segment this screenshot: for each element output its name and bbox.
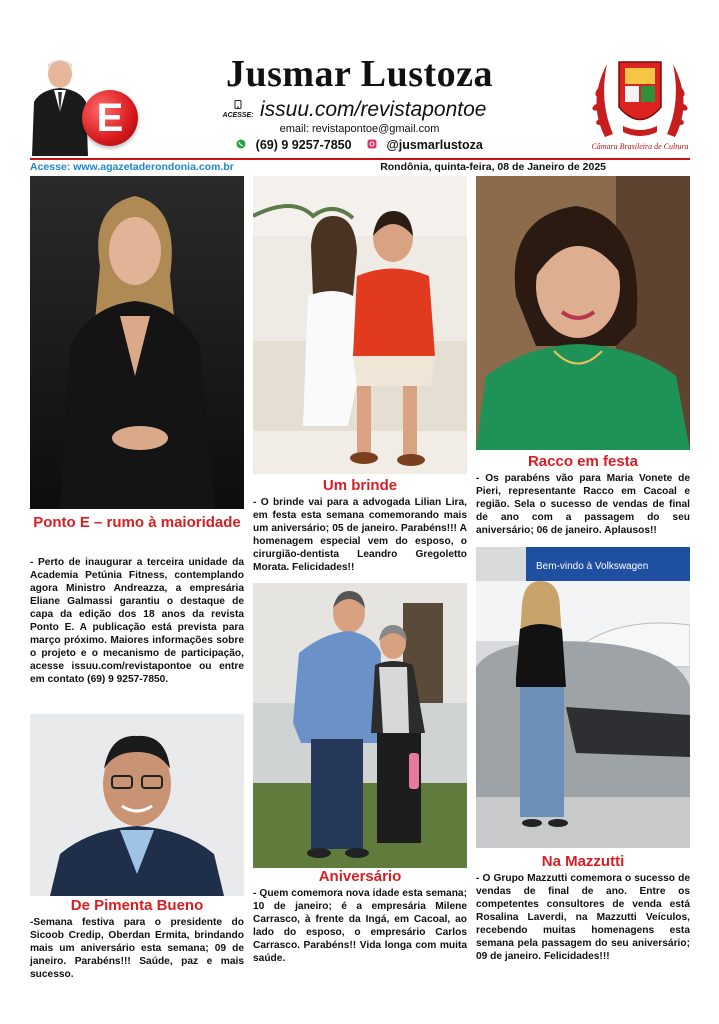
body-mazzutti: - O Grupo Mazzutti comemora o sucesso de vendas de final de ano. Entre os competentes consultores de venda está Rosalina Laverdi, na Mazzutti Veículos, recebendo muitas homenagens esta semana pela passagem do seu aniversário; 09 de janeiro. Felicidades!!! bbox=[476, 873, 690, 962]
photo-oberdan bbox=[30, 714, 244, 896]
top-bar bbox=[30, 158, 690, 174]
instagram-icon bbox=[367, 138, 380, 152]
headline-ponto-e: Ponto E – rumo à maioridade bbox=[33, 514, 241, 531]
photo-maria-vonete bbox=[476, 176, 690, 450]
email-text[interactable]: email: revistapontoe@gmail.com bbox=[279, 123, 440, 135]
masthead bbox=[0, 0, 719, 158]
issuu-row bbox=[220, 97, 540, 123]
issuu-link[interactable]: issuu.com/revistapontoe bbox=[260, 98, 487, 121]
photo-lilian-leandro bbox=[253, 176, 467, 474]
camara-crest bbox=[585, 52, 695, 152]
page-title: Jusmar Lustoza bbox=[225, 53, 494, 95]
site-link[interactable]: Acesse: www.agazetaderondonia.com.br bbox=[30, 161, 234, 173]
photo-milene-carlos bbox=[253, 583, 467, 868]
ponto-e-logo: E bbox=[82, 90, 138, 146]
body-ponto-e: - Perto de inaugurar a terceira unidade da Academia Petúnia Fitness, contemplando agora Ministro Andreazza, a empresária Eliane Galmassi garantiu o destaque de capa da edição dos 18 anos da revista Ponto E. A publicação está prevista para março próximo. Maiores informações sobre o projeto e o mecanismo de participação, acesse issuu.com/revistapontoe ou entre em contato (69) 9 9257-7850. bbox=[30, 557, 244, 685]
acesse-label: ACESSE: bbox=[220, 100, 256, 120]
volkswagen-sign: Bem-vindo à Volkswagen bbox=[536, 561, 649, 572]
phone-number[interactable]: (69) 9 9257-7850 bbox=[255, 138, 352, 152]
headline-aniversario: Aniversário bbox=[318, 868, 402, 885]
headline-racco: Racco em festa bbox=[527, 453, 639, 470]
camara-name: Câmara Brasileira de Cultura bbox=[591, 142, 689, 151]
body-aniversario: - Quem comemora nova idade esta semana; 10 de janeiro; é a empresária Milene Carrasco, à frente da Ingá, em Cacoal, ao lado do esposo, o empresário Carlos Carrasco. Parabéns!! Vida longa com muita saúde. bbox=[253, 888, 467, 964]
body-pimenta: -Semana festiva para o presidente do Sicoob Credip, Oberdan Ermita, brindando mais um aniversário esta semana; 09 de janeiro. Parabéns!!! Saúde, paz e mais sucesso. bbox=[30, 917, 244, 980]
instagram-handle[interactable]: @jusmarlustoza bbox=[386, 138, 483, 152]
headline-mazzutti: Na Mazzutti bbox=[541, 853, 625, 870]
body-um-brinde: - O brinde vai para a advogada Lilian Lira, em festa esta semana comemorando mais um aniversário; 05 de janeiro. Parabéns!!! A homenagem especial vem do esposo, o cirurgião-dentista Leandro Gregoletto Morata. Felicidades!! bbox=[253, 497, 467, 573]
photo-rosalina bbox=[476, 547, 690, 848]
body-racco: - Os parabéns vão para Maria Vonete de Pieri, representante Racco em Cacoal e região. Sela o sucesso de vendas de final de ano com a passagem do seu aniversário; 06 de janeiro. Aplausos!! bbox=[476, 473, 690, 536]
headline-um-brinde: Um brinde bbox=[322, 477, 398, 494]
acesse-icon bbox=[234, 100, 242, 109]
headline-pimenta: De Pimenta Bueno bbox=[70, 897, 204, 914]
dateline: Rondônia, quinta-feira, 08 de Janeiro de 2025 bbox=[380, 161, 606, 173]
photo-eliane bbox=[30, 176, 244, 509]
whatsapp-icon bbox=[236, 138, 249, 152]
